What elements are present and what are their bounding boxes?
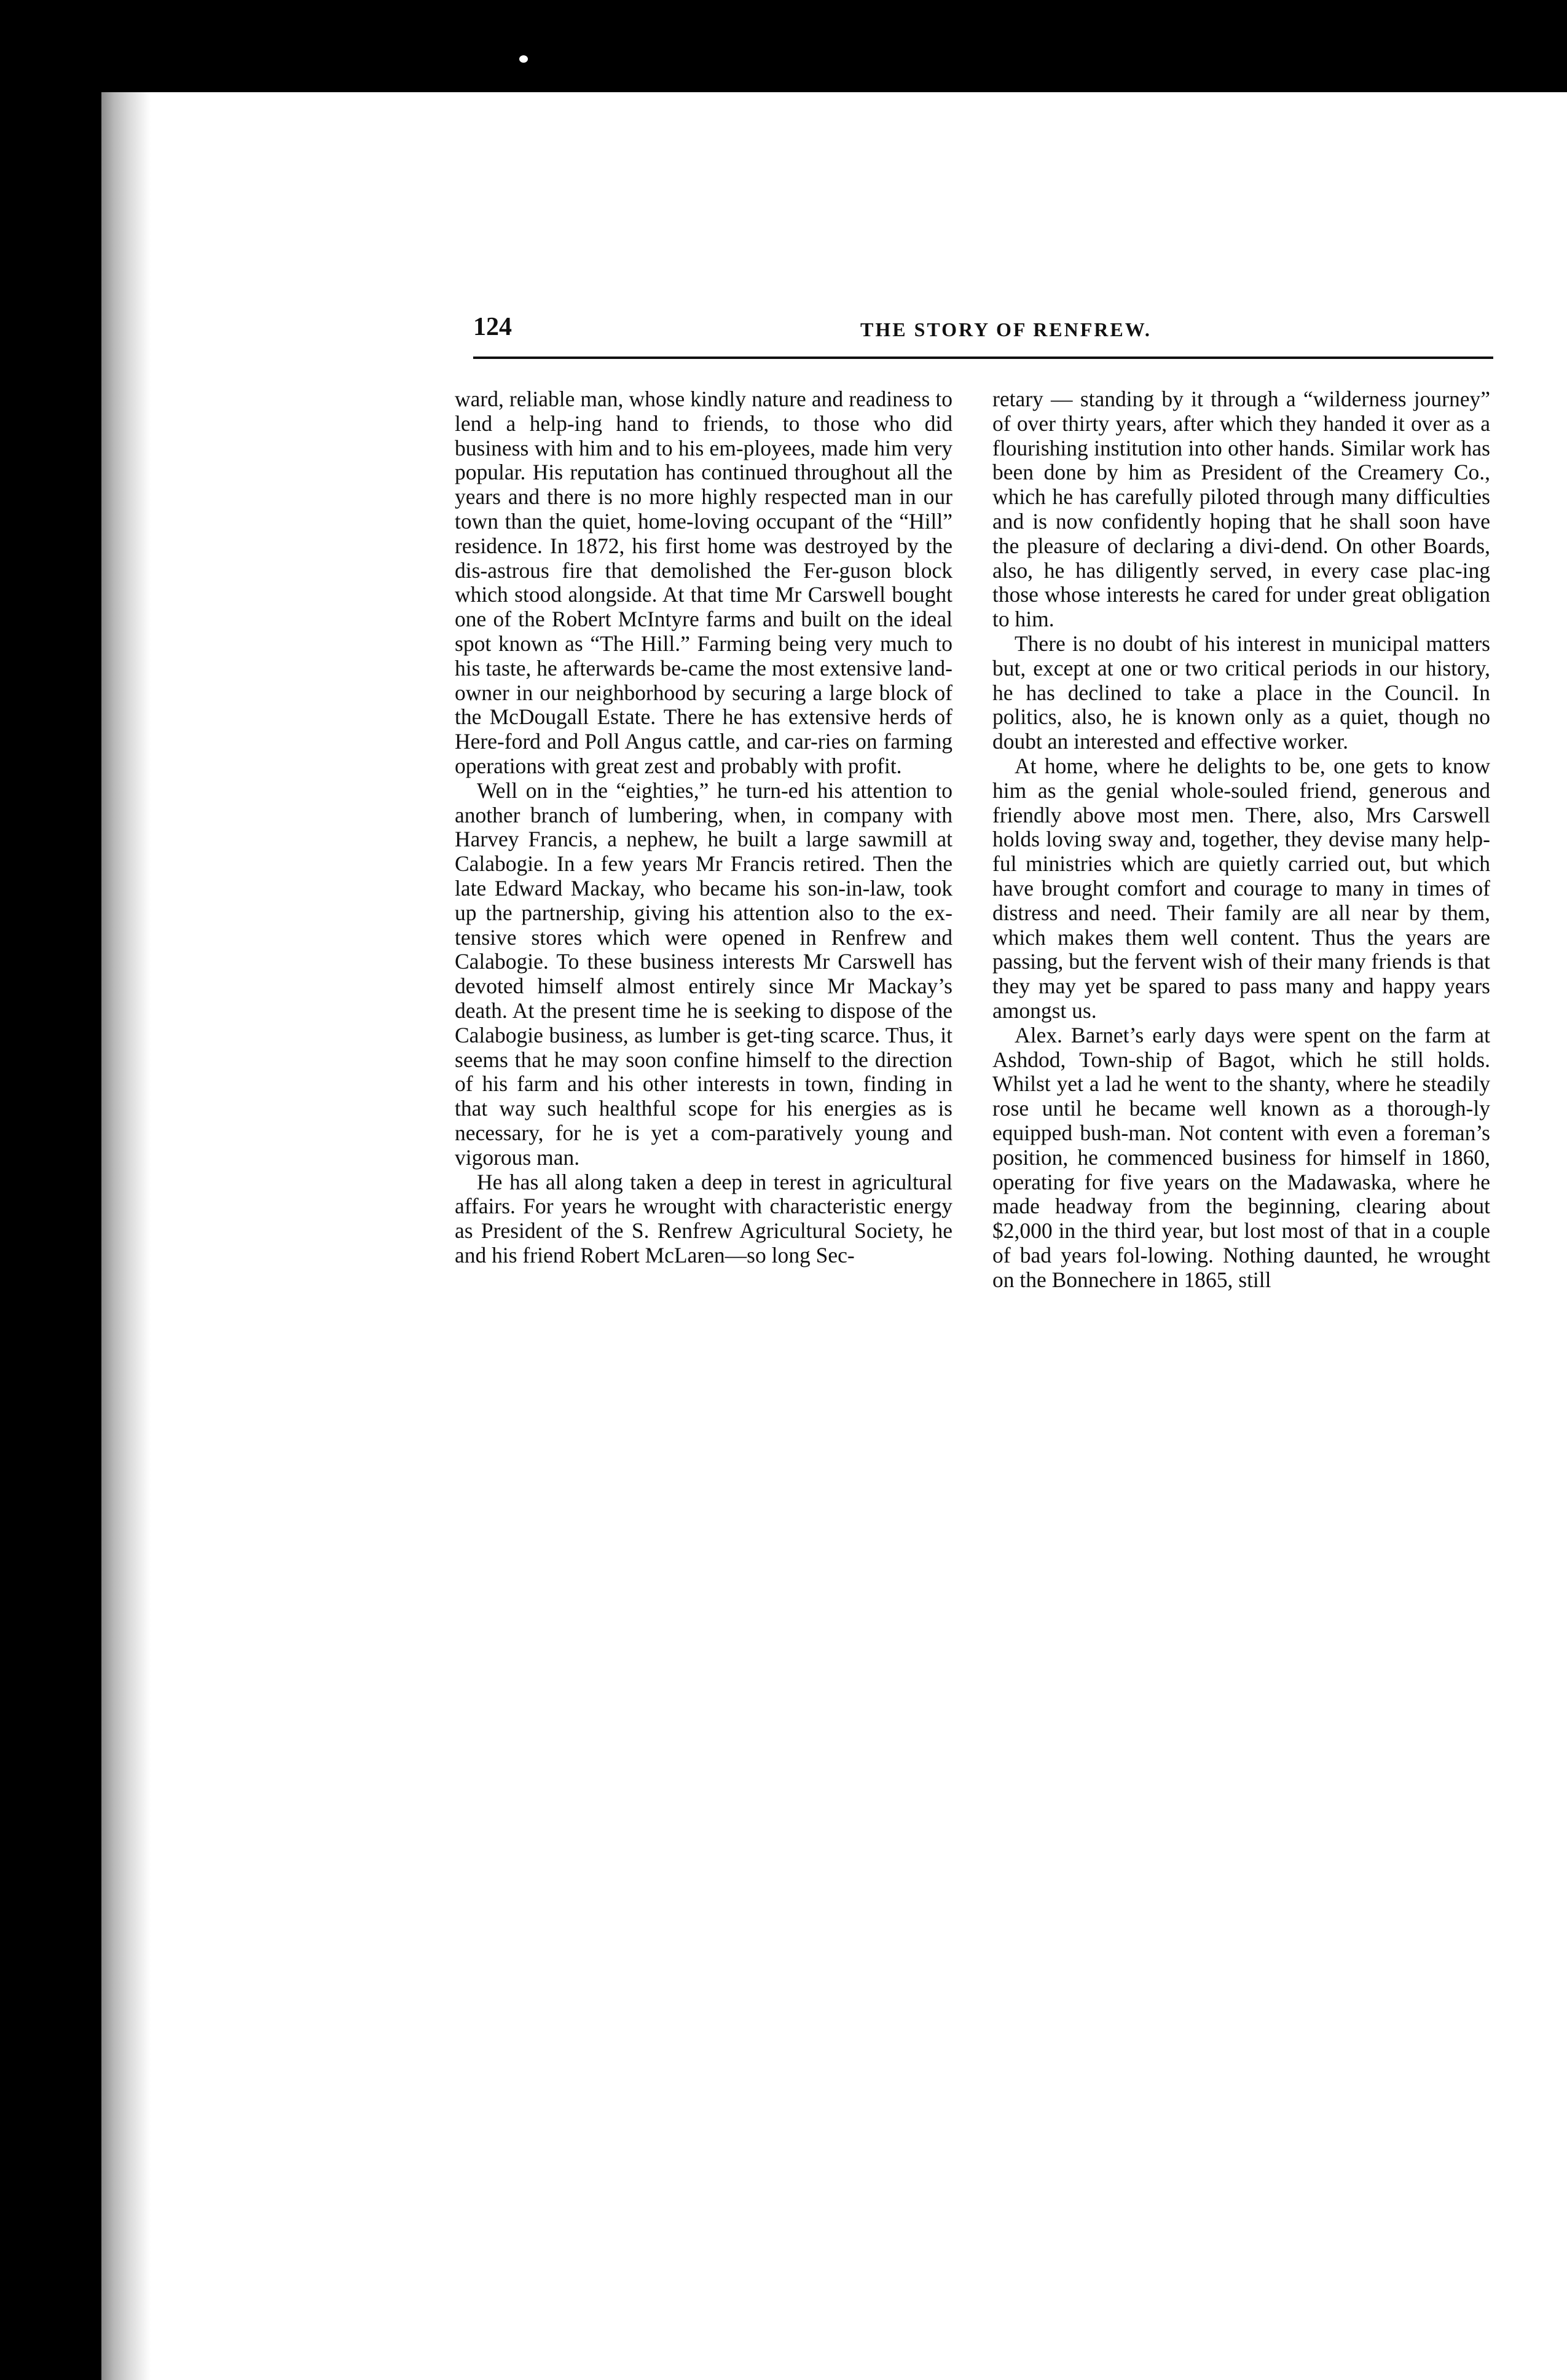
paragraph: There is no doubt of his interest in municipal matters but, except at one or two critical periods in our history, he has declined to take a place in the Council. In politics, also, he is known only as a quiet, though no doubt an interested and effective worker. bbox=[992, 631, 1490, 754]
paragraph: At home, where he delights to be, one gets to know him as the genial whole-souled friend, generous and friendly above most men. There, also, Mrs Carswell holds loving sway and, together, they devise many help-ful ministries which are quietly carried out, but which have brought comfort and courage to many in times of distress and need. Their family are all near by them, which makes them well content. Thus the years are passing, but the fervent wish of their many friends is that they may yet be spared to pass many and happy years amongst us. bbox=[992, 753, 1490, 1023]
paragraph: retary — standing by it through a “wilderness journey” of over thirty years, after which they handed it over as a flourishing institution into other hands. Similar work has been done by him as President of the Creamery Co., which he has carefully piloted through many difficulties and is now confidently hoping that he shall soon have the pleasure of declaring a divi-dend. On other Boards, also, he has diligently served, in every case plac-ing those whose interests he cared for under great obligation to him. bbox=[992, 387, 1490, 632]
paragraph: He has all along taken a deep in terest in agricultural affairs. For years he wrought with characteristic energy as President of the S. Renfrew Agricultural Society, he and his friend Robert McLaren—so long Sec- bbox=[455, 1169, 952, 1267]
paragraph: Well on in the “eighties,” he turn-ed his attention to another branch of lumbering, when, in company with Harvey Francis, a nephew, he built a large sawmill at Calabogie. In a few years Mr Francis retired. Then the late Edward Mackay, who became his son-in-law, took up the partnership, giving his attention also to the ex-tensive stores which were opened in Renfrew and Calabogie. To these business interests Mr Carswell has devoted himself almost entirely since Mr Mackay’s death. At the present time he is seeking to dispose of the Calabogie business, as lumber is get-ting scarce. Thus, it seems that he may soon confine himself to the direction of his farm and his other interests in town, finding in that way such healthful scope for his energies as is necessary, for he is yet a com-paratively young and vigorous man. bbox=[455, 778, 952, 1170]
page-number: 124 bbox=[473, 313, 512, 341]
right-column bbox=[992, 387, 1490, 1292]
dust-speck bbox=[519, 55, 528, 63]
binding-shadow bbox=[101, 92, 151, 2380]
paragraph: ward, reliable man, whose kindly nature and readiness to lend a help-ing hand to friends, to those who did business with him and to his em-ployees, made him very popular. His reputation has continued throughout all the years and there is no more highly respected man in our town than the quiet, home-loving occupant of the “Hill” residence. In 1872, his first home was destroyed by the dis-astrous fire that demolished the Fer-guson block which stood alongside. At that time Mr Carswell bought one of the Robert McIntyre farms and built on the ideal spot known as “The Hill.” Farming being very much to his taste, he afterwards be-came the most extensive land-owner in our neighborhood by securing a large block of the McDougall Estate. There he has extensive herds of Here-ford and Poll Angus cattle, and car-ries on farming operations with great zest and probably with profit. bbox=[455, 387, 952, 778]
page-header bbox=[473, 307, 1493, 359]
running-title: THE STORY OF RENFREW. bbox=[860, 318, 1152, 341]
left-column bbox=[455, 387, 952, 1268]
paragraph: Alex. Barnet’s early days were spent on the farm at Ashdod, Town-ship of Bagot, which he still holds. Whilst yet a lad he went to the shanty, where he steadily rose until he became well known as a thorough-ly equipped bush-man. Not content with even a foreman’s position, he commenced business for himself in 1860, operating for five years on the Madawaska, where he made headway from the beginning, clearing about $2,000 in the third year, but lost most of that in a couple of bad years fol-lowing. Nothing daunted, he wrought on the Bonnechere in 1865, still bbox=[992, 1022, 1490, 1292]
